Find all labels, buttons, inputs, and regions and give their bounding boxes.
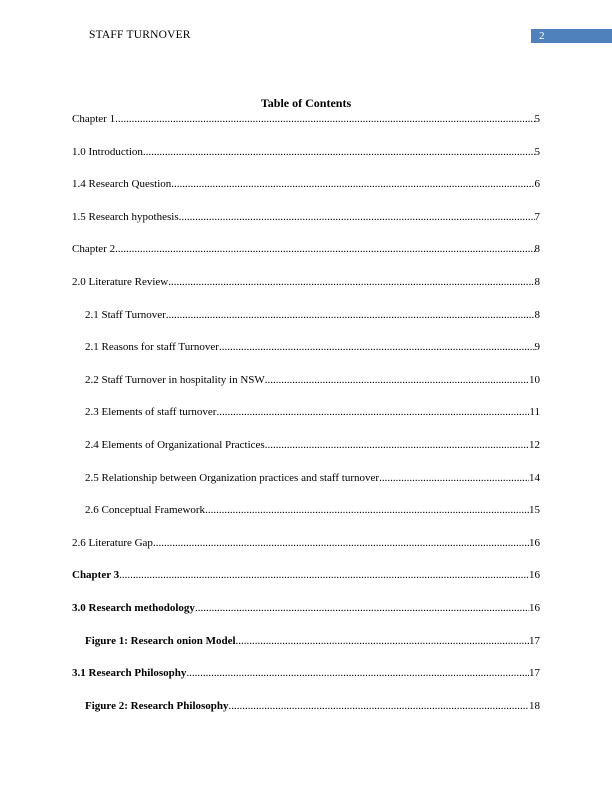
toc-entry-page-number: 8 [534,243,540,256]
toc-entry[interactable] [72,635,540,668]
toc-entry-label: 1.5 Research hypothesis [72,210,179,223]
toc-entry[interactable] [72,406,540,439]
toc-entry-label: 1.0 Introduction [72,145,143,158]
toc-entry-page-number: 8 [534,275,540,288]
toc-entry-page-number: 11 [529,406,540,419]
toc-dot-leader [265,374,529,387]
toc-entry[interactable] [72,374,540,407]
table-of-contents [72,113,540,732]
toc-entry[interactable] [72,309,540,342]
toc-entry-page-number: 5 [534,145,540,158]
toc-dot-leader [186,667,529,680]
toc-entry-page-number: 15 [529,504,540,517]
toc-entry-label: 2.4 Elements of Organizational Practices [85,438,265,451]
toc-dot-leader [379,472,529,485]
toc-dot-leader [143,146,535,159]
toc-dot-leader [115,113,534,126]
toc-entry[interactable] [72,602,540,635]
toc-entry-page-number: 18 [529,699,540,712]
toc-entry-label: Figure 1: Research onion Model [85,634,236,647]
toc-entry-page-number: 8 [534,308,540,321]
toc-entry-page-number: 10 [529,373,540,386]
toc-entry[interactable] [72,211,540,244]
toc-entry-page-number: 16 [529,601,540,614]
toc-entry-label: 2.0 Literature Review [72,275,169,288]
toc-dot-leader [171,178,534,191]
toc-entry[interactable] [72,178,540,211]
toc-entry[interactable] [72,472,540,505]
toc-entry-label: 2.6 Conceptual Framework [85,504,206,517]
toc-dot-leader [179,211,535,224]
toc-entry[interactable] [72,439,540,472]
toc-dot-leader [205,504,529,517]
toc-entry-page-number: 17 [529,634,540,647]
toc-entry-page-number: 16 [529,536,540,549]
toc-dot-leader [168,276,534,289]
toc-entry[interactable] [72,537,540,570]
toc-dot-leader [119,569,529,582]
toc-entry-label: 2.5 Relationship between Organization practices and staff turnover [85,471,380,484]
toc-dot-leader [195,602,529,615]
toc-entry-page-number: 7 [534,210,540,223]
toc-entry-page-number: 12 [529,438,540,451]
toc-entry[interactable] [72,243,540,276]
toc-entry-label: 3.1 Research Philosophy [72,667,187,680]
toc-entry[interactable] [72,276,540,309]
toc-entry-label: 2.2 Staff Turnover in hospitality in NSW [85,373,265,386]
toc-dot-leader [236,635,529,648]
toc-entry[interactable] [72,341,540,374]
toc-entry-page-number: 17 [529,667,540,680]
toc-entry-label: 2.6 Literature Gap [72,536,153,549]
toc-entry[interactable] [72,667,540,700]
toc-entry-page-number: 14 [529,471,540,484]
toc-title: Table of Contents [260,96,352,110]
running-header-title: STAFF TURNOVER [89,29,191,41]
toc-entry[interactable] [72,569,540,602]
toc-entry-label: Figure 2: Research Philosophy [85,699,229,712]
toc-entry-label: Chapter 1 [72,113,116,125]
toc-dot-leader [115,243,534,256]
toc-entry[interactable] [72,146,540,179]
toc-entry-page-number: 5 [534,113,540,125]
toc-entry-label: Chapter 3 [72,569,120,582]
toc-entry-label: 2.3 Elements of staff turnover [85,406,217,419]
toc-entry[interactable] [72,113,540,146]
toc-entry-label: Chapter 2 [72,243,116,256]
toc-dot-leader [166,309,535,322]
toc-dot-leader [153,537,529,550]
toc-entry-page-number: 16 [529,569,540,582]
toc-entry-page-number: 6 [534,178,540,191]
toc-entry-label: 2.1 Reasons for staff Turnover [85,341,219,354]
toc-entry-label: 1.4 Research Question [72,178,172,191]
page-number-badge: 2 [531,29,612,43]
toc-dot-leader [219,341,535,354]
toc-entry[interactable] [72,504,540,537]
toc-dot-leader [265,439,529,452]
toc-entry-label: 2.1 Staff Turnover [85,308,166,321]
toc-entry-label: 3.0 Research methodology [72,601,195,614]
toc-entry-page-number: 9 [534,341,540,354]
toc-dot-leader [216,406,529,419]
toc-entry[interactable] [72,700,540,733]
toc-dot-leader [229,700,529,713]
